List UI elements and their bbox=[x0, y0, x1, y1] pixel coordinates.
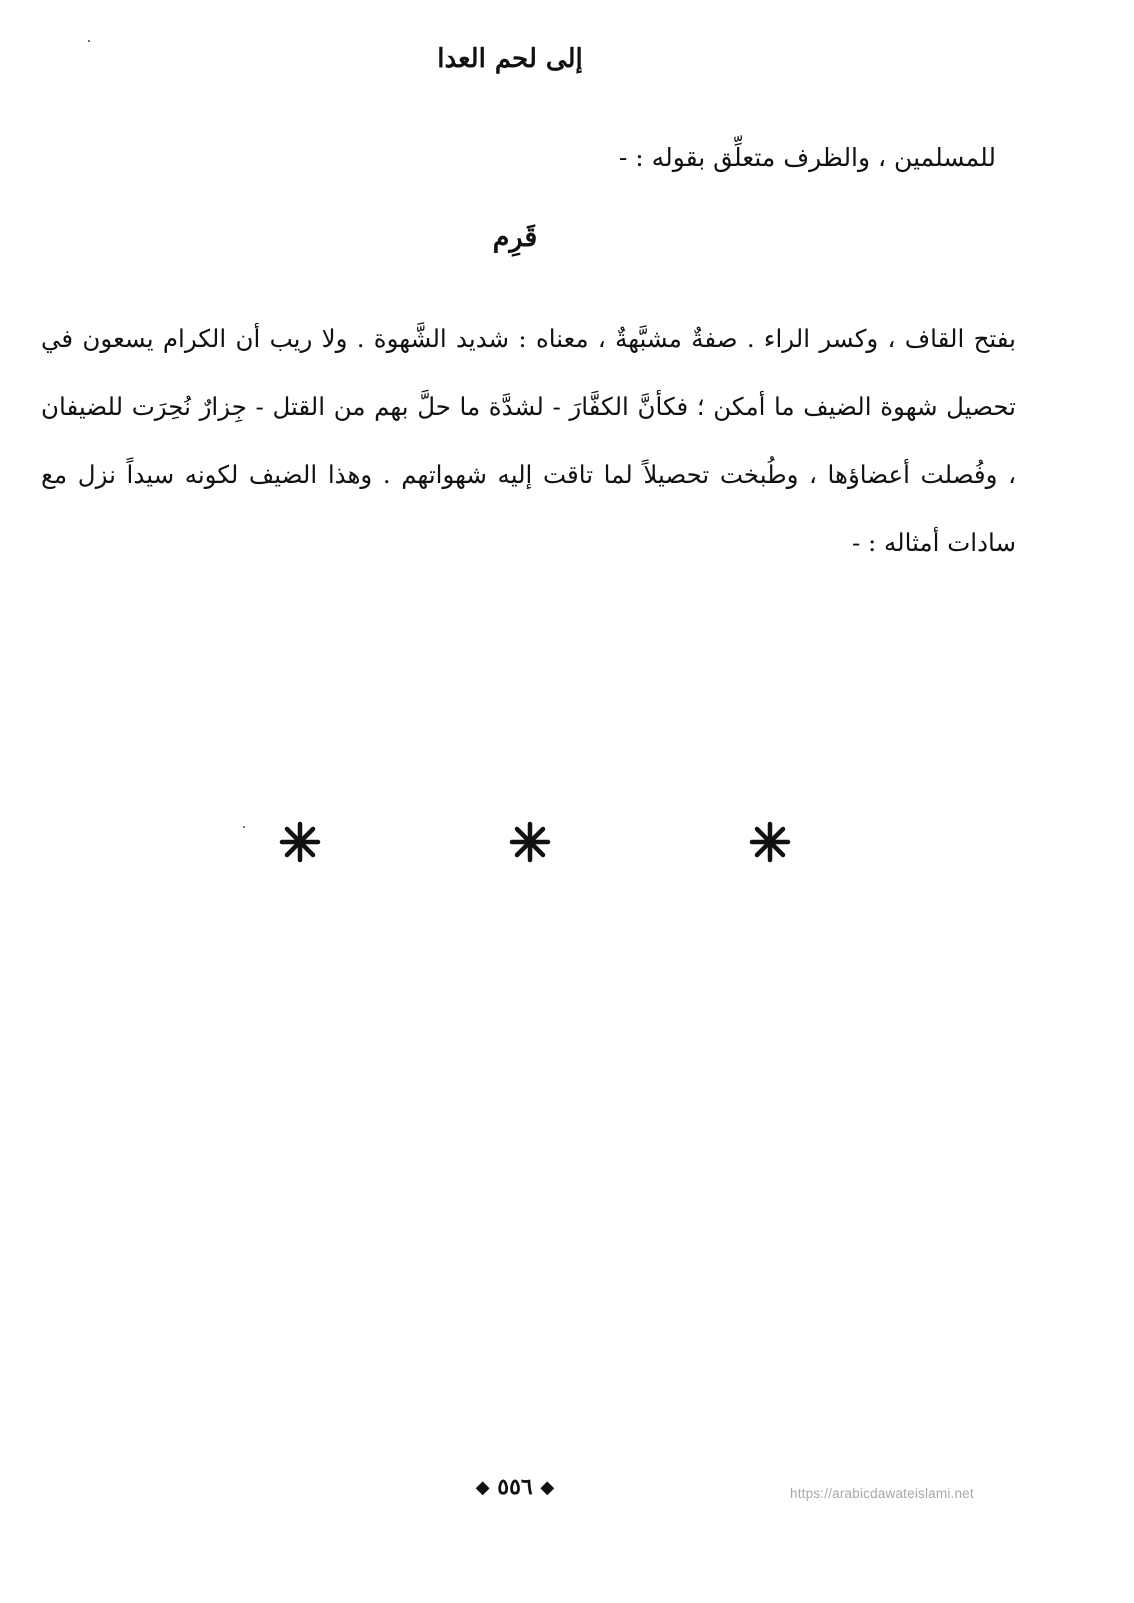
asterisk-flower-icon bbox=[276, 818, 324, 866]
page-number-bracket-left: ◆ bbox=[475, 1477, 490, 1498]
asterisk-flower-icon bbox=[506, 818, 554, 866]
page-number-value: ٥٥٦ bbox=[497, 1474, 533, 1500]
source-watermark: https://arabicdawateislami.net bbox=[790, 1486, 974, 1501]
scan-speck bbox=[88, 40, 90, 42]
scan-speck bbox=[243, 826, 245, 828]
page-number-bracket-right: ◆ bbox=[540, 1477, 555, 1498]
section-divider-ornaments bbox=[250, 818, 830, 878]
asterisk-flower-icon bbox=[746, 818, 794, 866]
entry-heading: قَرِم bbox=[492, 222, 538, 253]
running-header-title: إلى لحم العدا bbox=[437, 44, 583, 74]
body-paragraph: بفتح القاف ، وكسر الراء . صفةٌ مشبَّهةٌ ، معناه : شديد الشَّهوة . ولا ريب أن الكرام يسعون في تحصيل شهوة الضيف ما أمكن ؛ فكأنَّ الكفَّارَ - لشدَّة ما حلَّ بهم من القتل - جِزارٌ نُحِرَت للضيفان ، وفُصلت أعضاؤها ، وطُبخت تحصيلاً لما تاقت إليه شهواتهم . وهذا الضيف لكونه سيداً نزل مع سادات أمثاله : - bbox=[41, 324, 1016, 557]
intro-line: للمسلمين ، والظرف متعلِّق بقوله : - bbox=[618, 143, 996, 172]
